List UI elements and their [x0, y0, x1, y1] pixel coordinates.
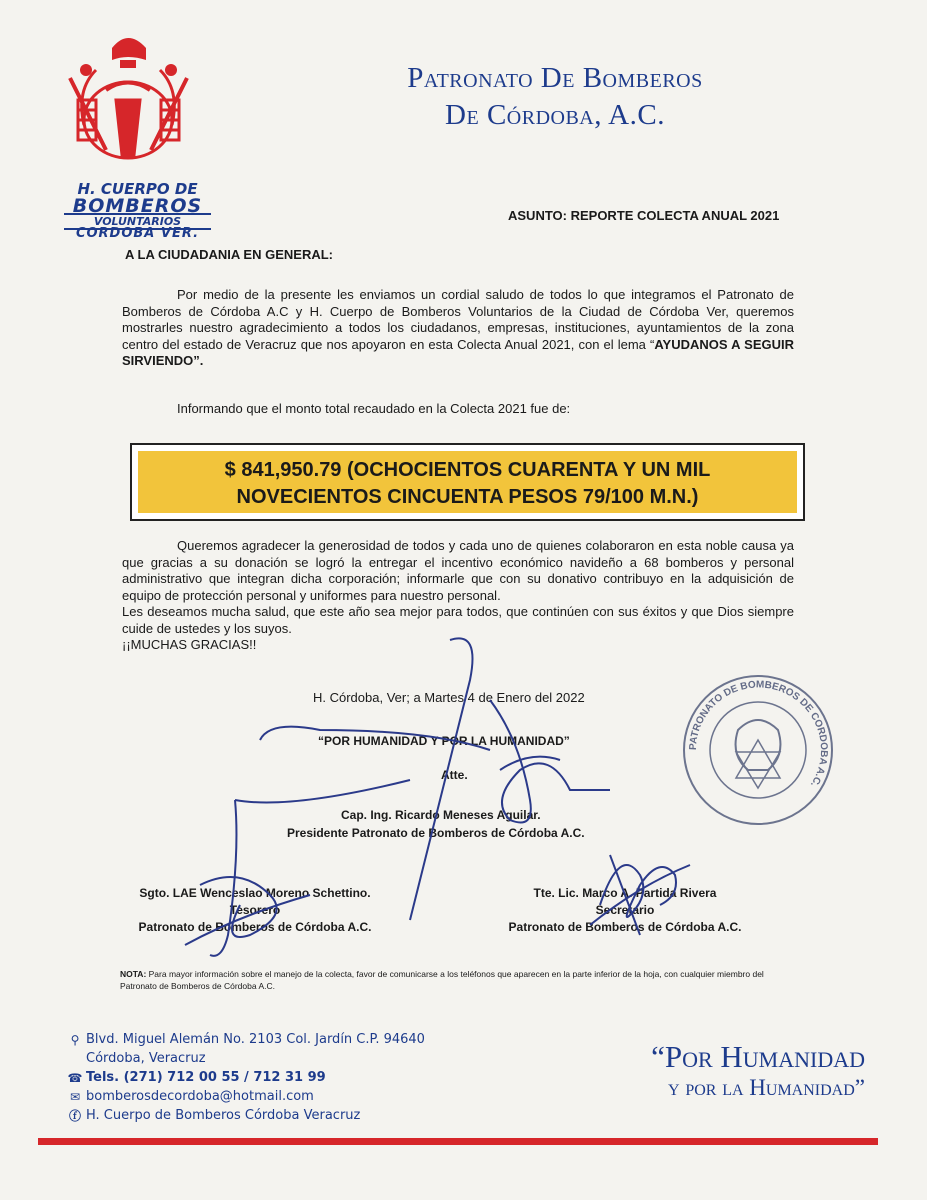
fire-department-crest-logo: [56, 30, 201, 170]
phone-row: [64, 1068, 425, 1087]
amount-text: [132, 457, 803, 511]
intro-motto: AYUDANOS A SEGUIR SIRVIENDO: [122, 336, 794, 368]
gracias-text: ¡¡MUCHAS GRACIAS!!: [122, 637, 257, 652]
footer-motto: [520, 1040, 865, 1102]
email-icon: ✉: [69, 1089, 81, 1104]
cuerpo-logo-line3: VOLUNTARIOS: [64, 213, 211, 230]
date-line: H. Córdoba, Ver; a Martes 4 de Enero del 2022: [313, 690, 585, 705]
phone-icon: ☎: [67, 1070, 83, 1085]
footer-red-rule: [38, 1138, 878, 1145]
cuerpo-logo-line1: H. CUERPO DE: [77, 180, 198, 198]
organization-title: [330, 60, 780, 134]
city-row: [64, 1049, 425, 1068]
amount-line2: NOVECIENTOS CINCUENTA PESOS 79/100 M.N.): [236, 486, 699, 508]
cuerpo-logo-line4: CORDOBA VER.: [75, 226, 200, 241]
treasurer-org: Patronato de Bomberos de Córdoba A.C.: [138, 920, 372, 934]
address-text: Blvd. Miguel Alemán No. 2103 Col. Jardín C.P. 94640: [86, 1032, 425, 1047]
stamp-text: PATRONATO DE BOMBEROS DE CORDOBA A.C.: [687, 679, 830, 789]
official-stamp: [676, 670, 841, 830]
treasurer-signature: [180, 795, 330, 965]
facebook-text: H. Cuerpo de Bomberos Córdoba Veracruz: [86, 1108, 361, 1123]
phone-text: Tels. (271) 712 00 55 / 712 31 99: [86, 1070, 326, 1085]
atte-label: Atte.: [441, 768, 468, 782]
secretary-org: Patronato de Bomberos de Córdoba A.C.: [508, 920, 742, 934]
contact-info: [64, 1030, 425, 1125]
city-text: Córdoba, Veracruz: [86, 1051, 206, 1066]
cuerpo-bomberos-logo: [50, 180, 225, 242]
subject-line: ASUNTO: REPORTE COLECTA ANUAL 2021: [508, 208, 780, 223]
footer-motto-line1: “Por Humanidad: [651, 1039, 865, 1074]
footnote-label: NOTA:: [120, 969, 147, 979]
email-text: bomberosdecordoba@hotmail.com: [86, 1089, 314, 1104]
cuerpo-logo-line2: BOMBEROS: [72, 195, 203, 217]
footnote: [120, 968, 780, 992]
intro-end: ”.: [193, 353, 204, 368]
president-name: Cap. Ing. Ricardo Meneses Aguilar.: [341, 808, 541, 822]
secretary-block: [480, 885, 770, 936]
salutation: A LA CIUDADANIA EN GENERAL:: [125, 247, 333, 262]
facebook-row: [64, 1106, 425, 1125]
wishes-text: Les deseamos mucha salud, que este año sea mejor para todos, que continúen con sus éxitos y que Dios siempre cuide de ustedes y los suyos.: [122, 604, 794, 636]
thanks-paragraph: [122, 538, 794, 654]
email-row: [64, 1087, 425, 1106]
intro-text: Por medio de la presente les enviamos un cordial saludo de todos lo que integramos el Patronato de Bomberos de Córdoba A.C y H. Cuerpo de Bomberos Voluntarios de la Ciudad de Córdoba Ver, queremos mostrarles nuestro agradecimiento a todos los ciudadanos, empresas, instituciones, ayuntamientos de la zona centro del estado de Veracruz que nos apoyaron en esta Colecta Anual 2021, con el lema “: [122, 287, 794, 352]
amount-line1: $ 841,950.79 (OCHOCIENTOS CUARENTA Y UN MIL: [224, 459, 711, 481]
treasurer-role: Tesorero: [229, 903, 281, 917]
footer-motto-line2: y por la Humanidad”: [668, 1075, 865, 1100]
treasurer-name: Sgto. LAE Wenceslao Moreno Schettino.: [139, 886, 371, 900]
org-title-line2: De Córdoba, A.C.: [445, 99, 665, 131]
org-title-line1: Patronato De Bomberos: [407, 62, 703, 94]
closing-motto: “POR HUMANIDAD Y POR LA HUMANIDAD”: [318, 734, 570, 748]
thanks-text: Queremos agradecer la generosidad de todos y cada uno de quienes colaboraron en esta noble causa ya que gracias a su donación se logró la entregar el incentivo económico navideño a 68 bomberos y personal administrativo que integran dicha corporación; informarle que con su donativo contribuyo en la adquisición de equipo de protección personal y uniformes para nuestro personal.: [122, 538, 794, 603]
secretary-role: Secretario: [595, 903, 655, 917]
facebook-icon: ⓕ: [68, 1109, 81, 1123]
footnote-text: Para mayor información sobre el manejo de la colecta, favor de comunicarse a los teléfonos que aparecen en la parte inferior de la hoja, con cualquier miembro del Patronato de Bomberos de Córdoba A.C.: [120, 969, 764, 991]
amount-box: [130, 443, 805, 521]
treasurer-block: [110, 885, 400, 936]
secretary-name: Tte. Lic. Marco A. Partida Rivera: [533, 886, 717, 900]
address-row: [64, 1030, 425, 1049]
location-pin-icon: ⚲: [70, 1032, 80, 1047]
amount-intro: Informando que el monto total recaudado en la Colecta 2021 fue de:: [177, 401, 571, 416]
intro-paragraph: [122, 287, 794, 370]
president-title: Presidente Patronato de Bomberos de Córdoba A.C.: [287, 826, 585, 840]
